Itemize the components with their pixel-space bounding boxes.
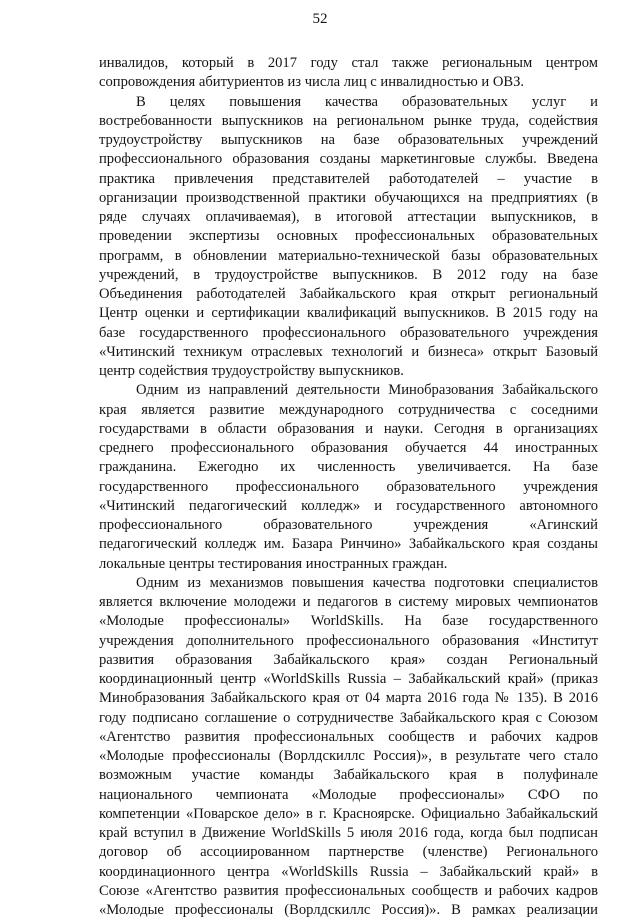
text-line: году подписано соглашение о сотрудничестве Забайкальского края с Союзом — [99, 709, 598, 726]
text-line: профессионального образовательного учреждения «Агинский — [99, 517, 598, 533]
text-line: востребованности выпускников на региональном рынке труда, содействия — [99, 112, 598, 129]
text-line: договор об ассоциированном партнерстве (членстве) Регионального — [99, 844, 598, 861]
text-line: учреждений, в трудоустройстве выпускников. В 2012 году на базе — [99, 266, 598, 283]
text-line: профессионального образования созданы маркетинговые службы. Введена — [99, 151, 598, 168]
text-line: проведении экспертизы основных профессиональных образовательных — [99, 228, 598, 245]
text-line: «Молодые профессионалы (Ворлдскиллс Россия)», в результате чего стало — [99, 748, 598, 764]
text-line: край вступил в Движение WorldSkills 5 июля 2016 года, когда был подписан — [99, 825, 598, 841]
paragraph-3 — [99, 381, 598, 574]
text-line: трудоустройству выпускников на базе образовательных учреждений — [99, 132, 598, 148]
text-line: центр содействия трудоустройству выпускников. — [99, 363, 404, 379]
text-line: «Молодые профессионалы (Ворлдскиллс Россия)». В рамках реализации — [99, 902, 598, 918]
text-line: базе государственного профессионального образовательного учреждения — [99, 324, 598, 341]
paragraph-2 — [99, 93, 598, 382]
text-line: педагогический колледж им. Базара Ринчино» Забайкальского края созданы — [99, 536, 598, 553]
text-line: практика привлечения представителей работодателей – участие в — [99, 170, 598, 187]
text-line: «Читинский педагогический колледж» и государственного автономного — [99, 497, 598, 514]
text-line: «Читинский техникум отраслевых технологий и бизнеса» открыт Базовый — [99, 343, 598, 360]
text-line: Центр оценки и сертификации квалификаций выпускников. В 2015 году на — [99, 305, 598, 322]
text-line: Союзе «Агентство развития профессиональных сообществ и рабочих кадров — [99, 882, 598, 899]
page-number: 52 — [312, 11, 328, 27]
text-line: возможным участие команды Забайкальского края в полуфинале — [99, 767, 598, 784]
text-line: учреждения дополнительного профессионального образования «Институт — [99, 632, 598, 649]
text-line: среднего профессионального образования обучается 44 иностранных — [99, 440, 598, 456]
text-line: ряде случаях оплачиваемая), в итоговой аттестации выпускников, в — [99, 209, 598, 225]
text-line: организации производственной практики обучающихся на предприятиях (в — [99, 189, 598, 206]
text-line: «Агентство развития профессиональных сообществ и рабочих кадров — [99, 728, 598, 745]
text-line: координационного центра «WorldSkills Russia – Забайкальский край» в — [99, 863, 598, 880]
text-line: В целях повышения качества образовательных услуг и — [136, 93, 598, 110]
text-line: координационный центр «WorldSkills Russia – Забайкальский край» (приказ — [99, 671, 598, 687]
text-line: национального чемпионата «Молодые профессионалы» СФО по — [99, 786, 598, 803]
text-line: государственного профессионального образовательного учреждения — [99, 478, 598, 495]
text-line: края является развитие международного сотрудничества с соседними — [99, 401, 598, 418]
paragraph-4 — [99, 574, 598, 920]
text-line: сопровождения абитуриентов из числа лиц с инвалидностью и ОВЗ. — [99, 74, 525, 91]
text-line: является включение молодежи и педагогов в систему мировых чемпионатов — [99, 594, 598, 610]
text-line: инвалидов, который в 2017 году стал также региональным центром — [99, 55, 598, 71]
text-line: «Молодые профессионалы» WorldSkills. На базе государственного — [99, 613, 598, 630]
text-line: Одним из механизмов повышения качества подготовки специалистов — [136, 574, 598, 591]
text-line: компетенции «Поварское дело» в г. Красноярске. Официально Забайкальский — [99, 805, 598, 822]
text-line: Одним из направлений деятельности Минобразования Забайкальского — [136, 382, 598, 399]
text-line: развития образования Забайкальского края» создан Региональный — [99, 651, 598, 668]
text-line: государствами в области образования и науки. Сегодня в организациях — [99, 420, 598, 437]
document-body — [99, 54, 598, 920]
paragraph-1 — [99, 54, 598, 93]
text-line: локальные центры тестирования иностранных граждан. — [99, 555, 448, 572]
text-line: Объединения работодателей Забайкальского края открыт региональный — [99, 286, 598, 302]
text-line: гражданина. Ежегодно их численность увеличивается. На базе — [99, 459, 598, 476]
text-line: Минобразования Забайкальского края от 04 марта 2016 года № 135). В 2016 — [99, 690, 598, 707]
text-line: программ, в обновлении материально-технической базы образовательных — [99, 247, 598, 264]
